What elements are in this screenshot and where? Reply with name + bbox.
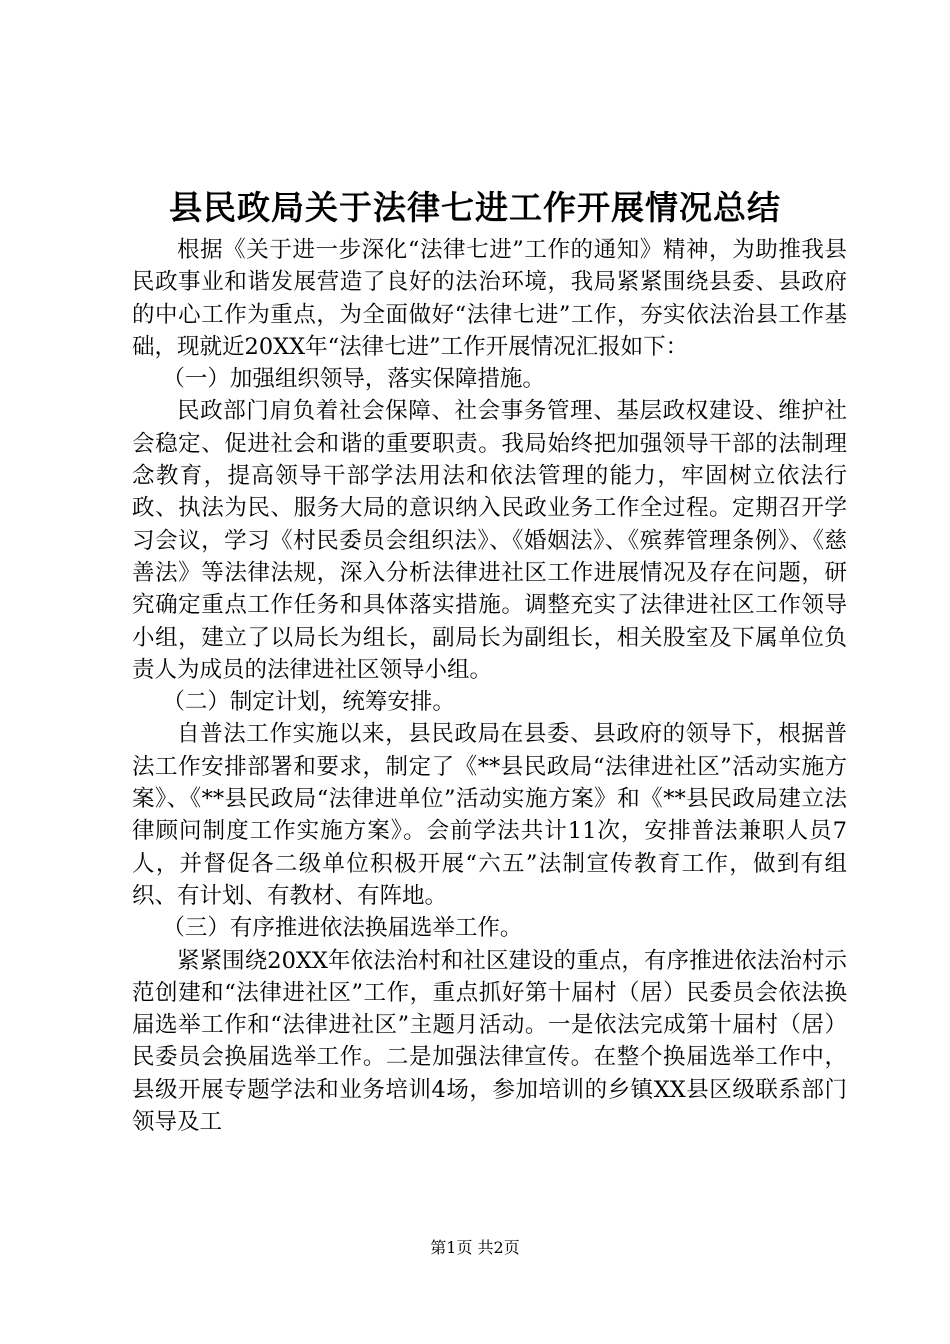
document-title: 县民政局关于法律七进工作开展情况总结 <box>169 188 781 227</box>
page-footer: 第1页 共2页 <box>430 1238 520 1257</box>
paragraph-intro: 根据《关于进一步深化“法律七进”工作的通知》精神，为助推我县民政事业和谐发展营造了良好的法治环境，我局紧紧围绕县委、县政府的中心工作为重点，为全面做好“法律七进”工作，夯实依法治县工作基础，现就近20XX年“法律七进”工作开展情况汇报如下： <box>132 237 847 360</box>
paragraph-section-3: 紧紧围绕20XX年依法治村和社区建设的重点，有序推进依法治村示范创建和“法律进社区”工作，重点抓好第十届村（居）民委员会依法换届选举工作和“法律进社区”主题月活动。一是依法完成第十届村（居）民委员会换届选举工作。二是加强法律宣传。在整个换届选举工作中，县级开展专题学法和业务培训4场，参加培训的乡镇XX县区级联系部门领导及工 <box>132 947 847 1136</box>
section-heading-1: （一）加强组织领导，落实保障措施。 <box>162 366 545 393</box>
document-body <box>132 234 847 1138</box>
paragraph-section-1: 民政部门肩负着社会保障、社会事务管理、基层政权建设、维护社会稳定、促进社会和谐的重要职责。我局始终把加强领导干部的法制理念教育，提高领导干部学法用法和依法管理的能力，牢固树立依法行政、执法为民、服务大局的意识纳入民政业务工作全过程。定期召开学习会议，学习《村民委员会组织法》、《婚姻法》、《殡葬管理条例》、《慈善法》等法律法规，深入分析法律进社区工作进展情况及存在问题，研究确定重点工作任务和具体落实措施。调整充实了法律进社区工作领导小组，建立了以局长为组长，副局长为副组长，相关股室及下属单位负责人为成员的法律进社区领导小组。 <box>132 398 847 683</box>
section-heading-2: （二）制定计划，统筹安排。 <box>162 689 455 716</box>
section-heading-3: （三）有序推进依法换届选举工作。 <box>162 915 523 942</box>
paragraph-section-2: 自普法工作实施以来，县民政局在县委、县政府的领导下，根据普法工作安排部署和要求，制定了《**县民政局“法律进社区”活动实施方案》、《**县民政局“法律进单位”活动实施方案》和《**县民政局建立法律顾问制度工作实施方案》。会前学法共计11次，安排普法兼职人员7人，并督促各二级单位积极开展“六五”法制宣传教育工作，做到有组织、有计划、有教材、有阵地。 <box>132 721 847 909</box>
